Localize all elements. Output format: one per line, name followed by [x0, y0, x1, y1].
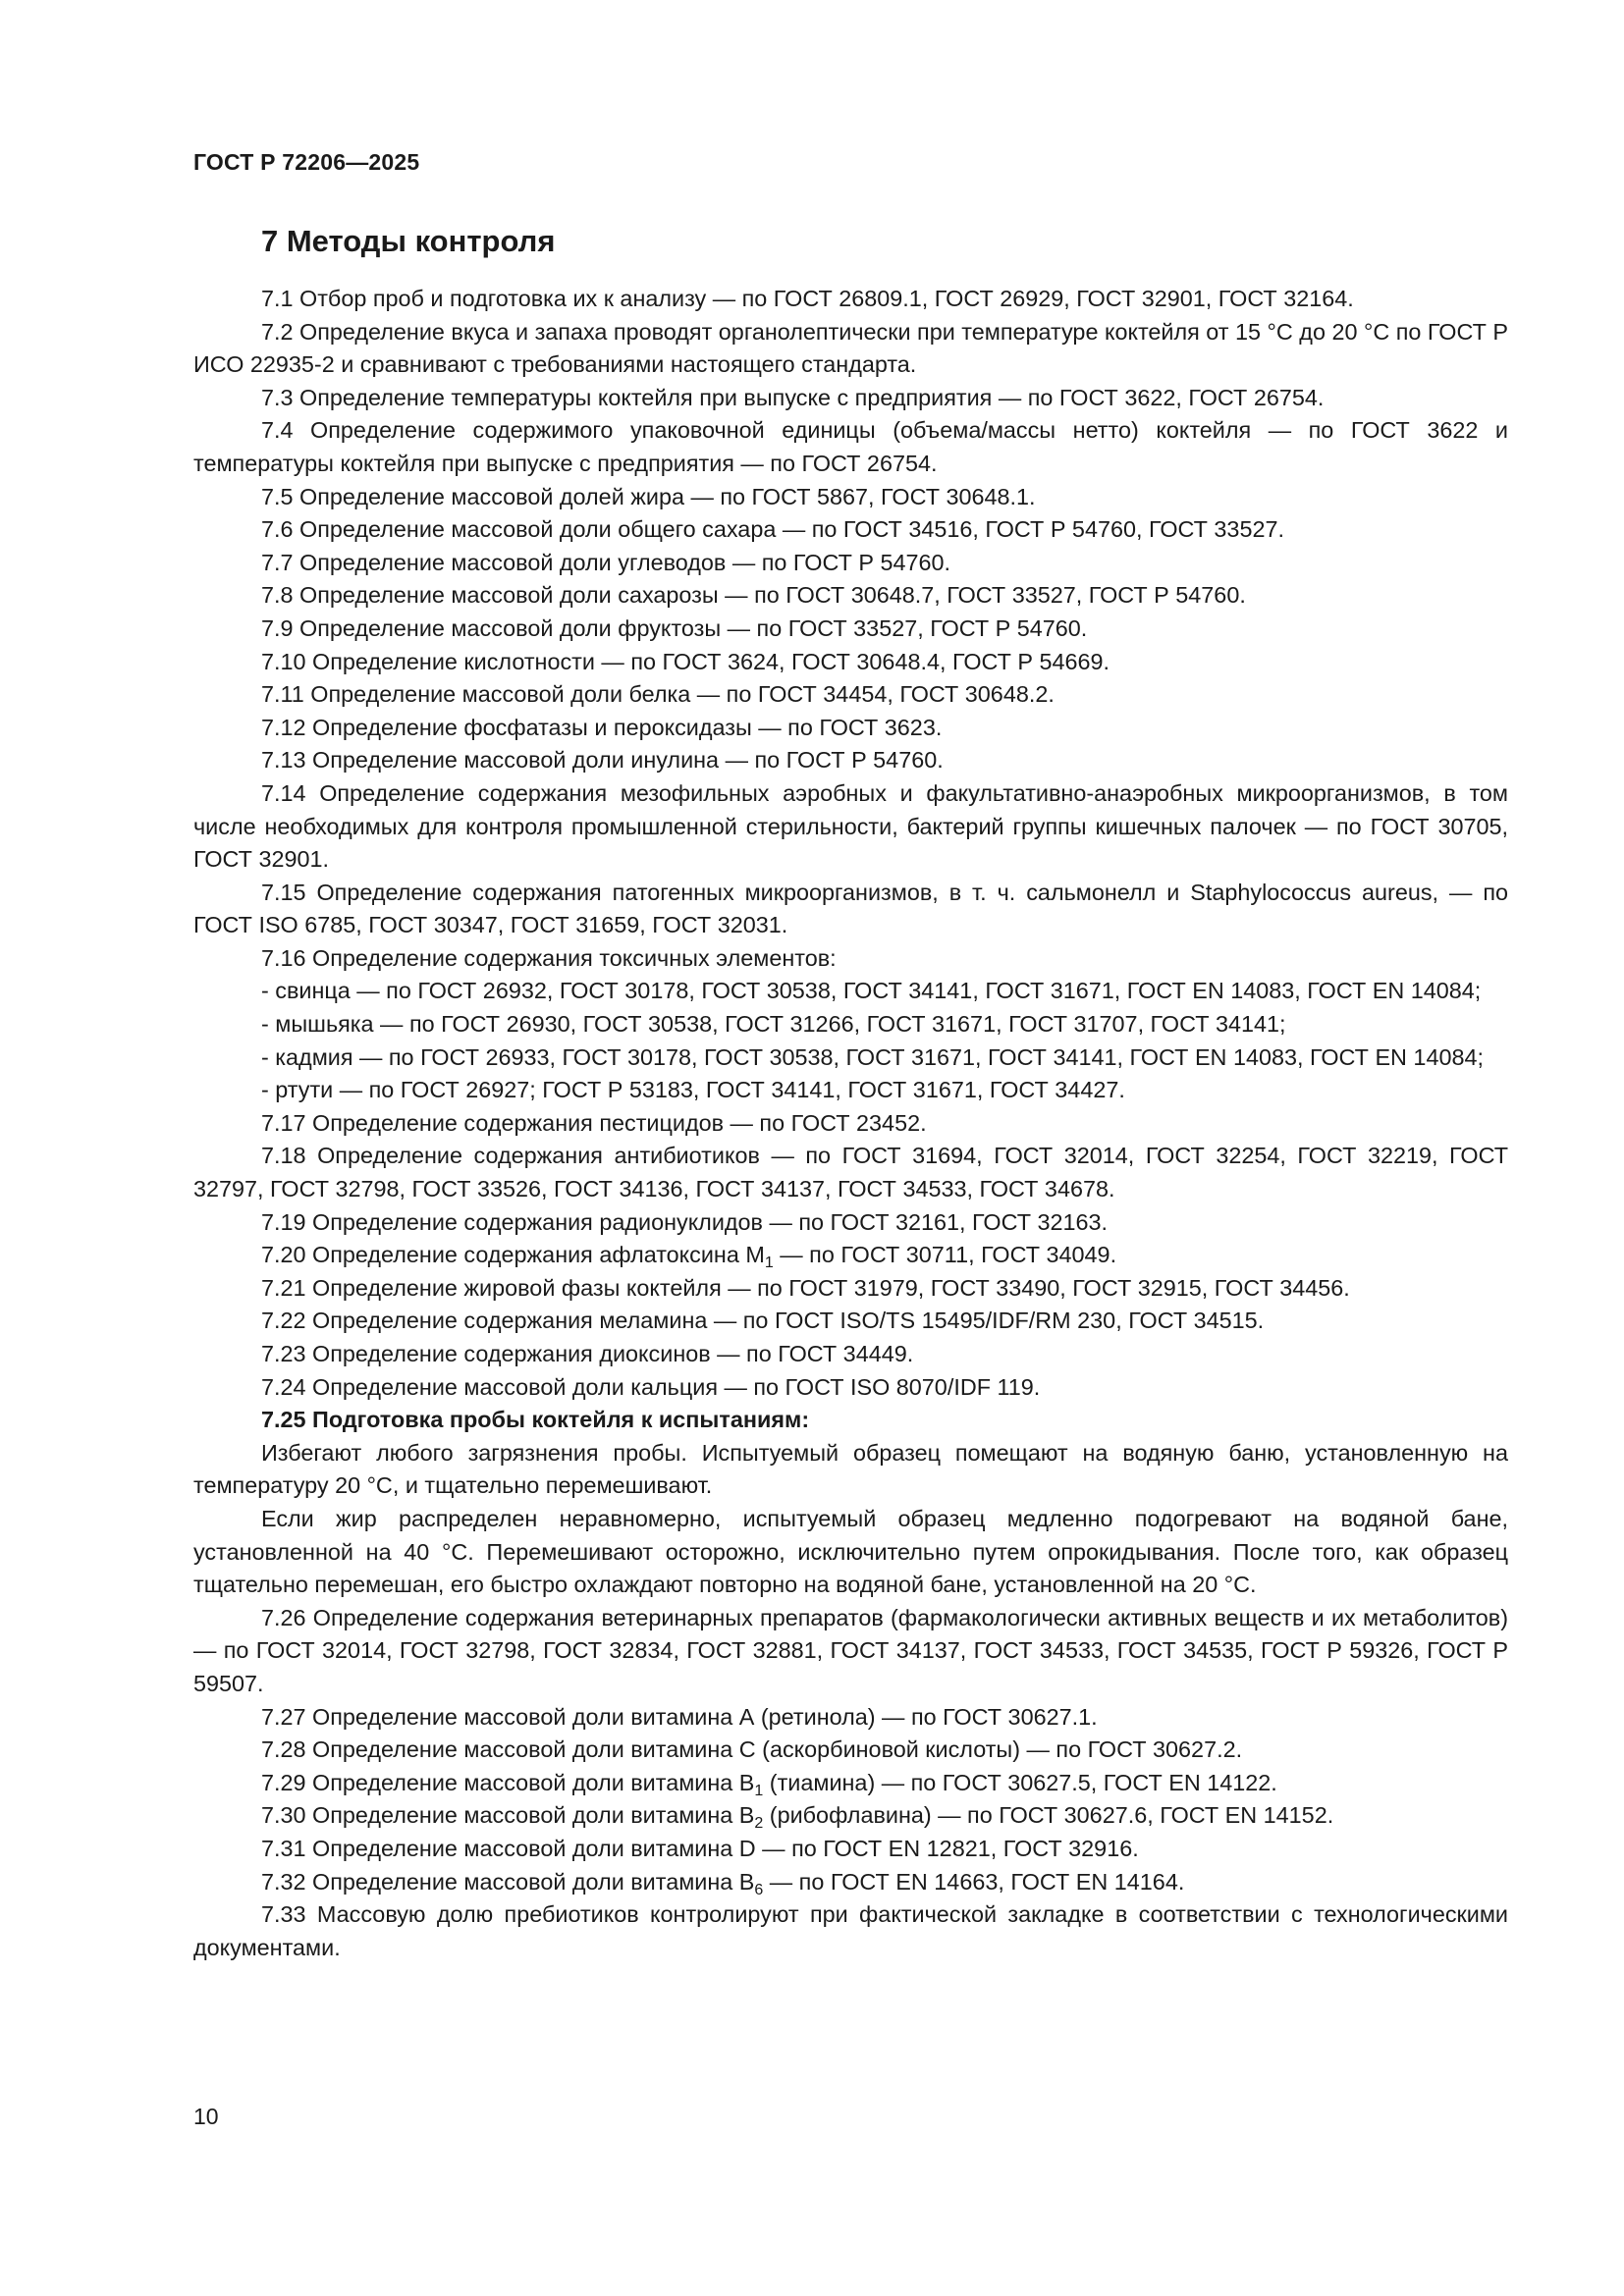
paragraph-7-20-tail: — по ГОСТ 30711, ГОСТ 34049.	[773, 1242, 1117, 1268]
paragraph-7-25: 7.25 Подготовка пробы коктейля к испытаниям:	[261, 1407, 810, 1433]
paragraph-7-29	[193, 1767, 1508, 1800]
paragraph-7-32	[193, 1866, 1508, 1899]
subscript: 1	[764, 1255, 774, 1272]
paragraph-7-25-b: Если жир распределен неравномерно, испытуемый образец медленно подогревают на водяной бане, установленной на 40 °С. Перемешивают осторожно, исключительно путем опрокидывания. После того, как образец тщательно перемешан, его быстро охлаждают повторно на водяной бане, установленной на 20 °С.	[193, 1505, 1508, 1598]
subscript: 2	[754, 1815, 764, 1833]
paragraph-7-29-text: 7.29 Определение массовой доли витамина В	[261, 1769, 755, 1795]
paragraph-7-5: 7.5 Определение массовой долей жира — по ГОСТ 5867, ГОСТ 30648.1.	[261, 483, 1036, 509]
paragraph-7-26: 7.26 Определение содержания ветеринарных препаратов (фармакологически активных веществ и их метаболитов) — по ГОСТ 32014, ГОСТ 32798, ГОСТ 32834, ГОСТ 32881, ГОСТ 34137, ГОСТ 34533, ГОСТ 34535, ГОСТ Р 59326, ГОСТ Р 59507.	[193, 1604, 1508, 1696]
paragraph-7-32-text: 7.32 Определение массовой доли витамина В	[261, 1868, 755, 1895]
section-title: 7 Методы контроля	[261, 224, 556, 258]
paragraph-7-22: 7.22 Определение содержания меламина — по ГОСТ ISO/TS 15495/IDF/RM 230, ГОСТ 34515.	[261, 1308, 1265, 1334]
paragraph-7-18: 7.18 Определение содержания антибиотиков — по ГОСТ 31694, ГОСТ 32014, ГОСТ 32254, ГОСТ 32219, ГОСТ 32797, ГОСТ 32798, ГОСТ 33526, ГОСТ 34136, ГОСТ 34137, ГОСТ 34533, ГОСТ 34678.	[193, 1143, 1508, 1202]
paragraph-7-30-text: 7.30 Определение массовой доли витамина В	[261, 1802, 755, 1829]
paragraph-7-33: 7.33 Массовую долю пребиотиков контролируют при фактической закладке в соответствии с технологическими документами.	[193, 1901, 1508, 1960]
paragraph-7-2: 7.2 Определение вкуса и запаха проводят органолептически при температуре коктейля от 15 °С до 20 °С по ГОСТ Р ИСО 22935-2 и сравнивают с требованиями настоящего стандарта.	[193, 318, 1508, 378]
list-item-cadmium: - кадмия — по ГОСТ 26933, ГОСТ 30178, ГОСТ 30538, ГОСТ 31671, ГОСТ 34141, ГОСТ EN 14083, ГОСТ EN 14084;	[261, 1043, 1484, 1070]
paragraph-7-8: 7.8 Определение массовой доли сахарозы — по ГОСТ 30648.7, ГОСТ 33527, ГОСТ Р 54760.	[261, 582, 1246, 609]
page-number: 10	[193, 2104, 219, 2129]
paragraph-7-31: 7.31 Определение массовой доли витамина D — по ГОСТ EN 12821, ГОСТ 32916.	[261, 1835, 1139, 1861]
subscript: 1	[754, 1782, 764, 1799]
paragraph-7-17: 7.17 Определение содержания пестицидов — по ГОСТ 23452.	[261, 1109, 927, 1136]
paragraph-7-7: 7.7 Определение массовой доли углеводов — по ГОСТ Р 54760.	[261, 549, 951, 575]
paragraph-7-14: 7.14 Определение содержания мезофильных аэробных и факультативно-анаэробных микроорганизмов, в том числе необходимых для контроля промышленной стерильности, бактерий группы кишечных палочек — по ГОСТ 30705, ГОСТ 32901.	[193, 779, 1508, 873]
paragraph-7-1: 7.1 Отбор проб и подготовка их к анализу — по ГОСТ 26809.1, ГОСТ 26929, ГОСТ 32901, ГОСТ 32164.	[261, 286, 1354, 311]
paragraph-7-13: 7.13 Определение массовой доли инулина — по ГОСТ Р 54760.	[261, 747, 944, 774]
paragraph-7-30-tail: (рибофлавина) — по ГОСТ 30627.6, ГОСТ EN 14152.	[763, 1802, 1334, 1829]
paragraph-7-4: 7.4 Определение содержимого упаковочной единицы (объема/массы нетто) коктейля — по ГОСТ 3622 и температуры коктейля при выпуске с предприятия — по ГОСТ 26754.	[193, 417, 1508, 476]
list-item-mercury: - ртути — по ГОСТ 26927; ГОСТ Р 53183, ГОСТ 34141, ГОСТ 31671, ГОСТ 34427.	[261, 1077, 1125, 1103]
paragraph-7-19: 7.19 Определение содержания радионуклидов — по ГОСТ 32161, ГОСТ 32163.	[261, 1208, 1109, 1235]
paragraph-7-16: 7.16 Определение содержания токсичных элементов:	[261, 944, 837, 971]
paragraph-7-10: 7.10 Определение кислотности — по ГОСТ 3624, ГОСТ 30648.4, ГОСТ Р 54669.	[261, 648, 1110, 674]
document-header: ГОСТ Р 72206—2025	[193, 149, 420, 175]
paragraph-7-15: 7.15 Определение содержания патогенных микроорганизмов, в т. ч. сальмонелл и Staphylococcus aureus, — по ГОСТ ISO 6785, ГОСТ 30347, ГОСТ 31659, ГОСТ 32031.	[193, 879, 1508, 938]
paragraph-7-12: 7.12 Определение фосфатазы и пероксидазы — по ГОСТ 3623.	[261, 714, 943, 740]
paragraph-7-27: 7.27 Определение массовой доли витамина А (ретинола) — по ГОСТ 30627.1.	[261, 1703, 1098, 1730]
paragraph-7-29-tail: (тиамина) — по ГОСТ 30627.5, ГОСТ EN 14122.	[763, 1769, 1277, 1795]
paragraph-7-23: 7.23 Определение содержания диоксинов — по ГОСТ 34449.	[261, 1341, 914, 1366]
paragraph-7-9: 7.9 Определение массовой доли фруктозы — по ГОСТ 33527, ГОСТ Р 54760.	[261, 614, 1088, 641]
paragraph-7-20-text: 7.20 Определение содержания афлатоксина М	[261, 1242, 765, 1268]
paragraph-7-11: 7.11 Определение массовой доли белка — по ГОСТ 34454, ГОСТ 30648.2.	[261, 681, 1055, 708]
paragraph-7-28: 7.28 Определение массовой доли витамина С (аскорбиновой кислоты) — по ГОСТ 30627.2.	[261, 1736, 1243, 1763]
paragraph-7-6: 7.6 Определение массовой доли общего сахара — по ГОСТ 34516, ГОСТ Р 54760, ГОСТ 33527.	[261, 516, 1284, 543]
section-body	[193, 283, 1508, 1964]
paragraph-7-30	[193, 1799, 1508, 1833]
subscript: 6	[754, 1881, 764, 1898]
paragraph-7-21: 7.21 Определение жировой фазы коктейля — по ГОСТ 31979, ГОСТ 33490, ГОСТ 32915, ГОСТ 34456.	[261, 1274, 1350, 1301]
paragraph-7-20	[193, 1239, 1508, 1272]
paragraph-7-32-tail: — по ГОСТ EN 14663, ГОСТ EN 14164.	[763, 1868, 1185, 1895]
list-item-arsenic: - мышьяка — по ГОСТ 26930, ГОСТ 30538, ГОСТ 31266, ГОСТ 31671, ГОСТ 31707, ГОСТ 34141;	[261, 1011, 1286, 1038]
paragraph-7-25-a: Избегают любого загрязнения пробы. Испытуемый образец помещают на водяную баню, установленную на температуру 20 °С, и тщательно перемешивают.	[193, 1439, 1508, 1499]
paragraph-7-24: 7.24 Определение массовой доли кальция — по ГОСТ ISO 8070/IDF 119.	[261, 1373, 1041, 1400]
list-item-lead: - свинца — по ГОСТ 26932, ГОСТ 30178, ГОСТ 30538, ГОСТ 34141, ГОСТ 31671, ГОСТ EN 14083, ГОСТ EN 14084;	[261, 978, 1482, 1004]
paragraph-7-3: 7.3 Определение температуры коктейля при выпуске с предприятия — по ГОСТ 3622, ГОСТ 26754.	[261, 384, 1325, 410]
